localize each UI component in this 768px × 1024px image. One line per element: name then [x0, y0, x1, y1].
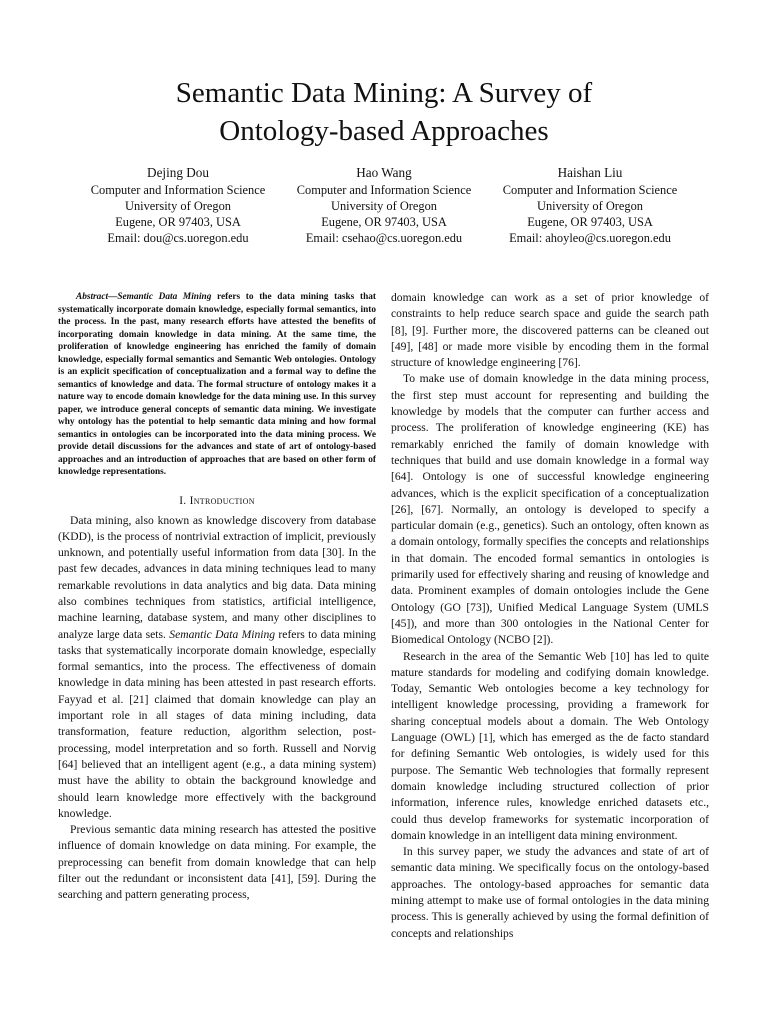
abstract-term: Semantic Data Mining — [117, 292, 212, 302]
author-name: Dejing Dou — [147, 165, 209, 180]
paragraph-text: refers to data mining tasks that systematically incorporate domain knowledge, especially formal semantics, into the process. The effectiveness of domain knowledge in data mining has been attested in past research efforts. Fayyad et al. [21] claimed that domain knowledge can play an important role in all stages of data mining including, data transformation, feature reduction, algorithm selection, post-processing, model interpretation and so forth. Russell and Norvig [64] believed that an intelligent agent (e.g., a data mining system) must have the ability to obtain the background knowledge and should learn knowledge more effectively with the background knowledge. — [58, 627, 376, 820]
abstract — [58, 291, 376, 479]
author-2 — [264, 164, 504, 246]
title-line-1: Semantic Data Mining: A Survey of — [175, 77, 593, 109]
author-department: Computer and Information Science — [296, 183, 472, 197]
paper-title — [0, 74, 768, 150]
author-university: University of Oregon — [331, 199, 437, 213]
author-1 — [58, 164, 298, 246]
intro-paragraph-3: domain knowledge can work as a set of prior knowledge of constraints to help reduce search space and guide the search path [8], [9]. Further more, the discovered patterns can be cleaned out [49], [48] or made more visible by encoding them in the formal structure of knowledge engineering [76]. — [391, 291, 709, 370]
author-department: Computer and Information Science — [90, 183, 266, 197]
abstract-lead: Abstract— — [76, 292, 118, 302]
author-department: Computer and Information Science — [502, 183, 678, 197]
intro-paragraph-1 — [58, 513, 376, 823]
section-heading: I. Introduction — [179, 494, 255, 507]
abstract-text: refers to the data mining tasks that systematically incorporate domain knowledge, especially formal semantics, into the process. In the past, many research efforts have attested the benefits of incorporating domain knowledge in data mining. At the same time, the proliferation of knowledge engineering has enriched the family of domain knowledge, especially formal semantics and Semantic Web ontologies. Ontology is an explicit specification of conceptualization and a formal way to define the semantics of knowledge and data. The formal structure of ontology makes it a nature way to encode domain knowledge for the data mining use. In this survey paper, we introduce general concepts of semantic data mining. We investigate why ontology has the potential to help semantic data mining and how formal semantics in ontologies can be incorporated into the data mining process. We provide detail discussions for the advances and state of art of ontology-based approaches and an introduction of approaches that are based on other form of knowledge representations. — [58, 292, 376, 477]
intro-paragraph-2: Previous semantic data mining research has attested the positive influence of domain knowledge on data mining. For example, the preprocessing can benefit from domain knowledge that can help filter out the redundant or inconsistent data [41], [59]. During the searching and pattern generating process, — [58, 823, 376, 902]
left-column — [58, 291, 376, 904]
author-name: Hao Wang — [356, 165, 412, 180]
author-university: University of Oregon — [125, 199, 231, 213]
author-name: Haishan Liu — [557, 165, 623, 180]
right-column — [391, 290, 709, 942]
author-address: Eugene, OR 97403, USA — [527, 215, 653, 229]
author-email: Email: ahoyleo@cs.uoregon.edu — [509, 231, 671, 245]
author-block — [0, 164, 768, 254]
intro-paragraph-6: In this survey paper, we study the advances and state of art of semantic data mining. We specifically focus on the ontology-based approaches. The ontology-based approaches for semantic data mining attempt to make use of formal ontologies in the data mining process. This is generally achieved by using the formal definition of concepts and relationships — [391, 845, 709, 940]
intro-paragraph-4: To make use of domain knowledge in the data mining process, the first step must account for representing and building the knowledge by models that the computer can further access and process. The proliferation of knowledge engineering (KE) has remarkably enriched the family of domain knowledge with techniques that build and use domain knowledge in a formal way [64]. Ontology is one of successful knowledge engineering advances, which is the explicit specification of a conceptualization [26], [67]. Normally, an ontology is developed to specify a particular domain (e.g., genetics). Such an ontology, often known as a domain ontology, formally specifies the concepts and relationships in that domain. The encoded formal semantics in ontologies is primarily used for effectively sharing and reusing of knowledge and data. Prominent examples of domain ontologies include the Gene Ontology (GO [73]), Unified Medical Language System (UMLS [45]), and more than 300 ontologies in the National Center for Biomedical Ontology (NCBO [2]). — [391, 372, 709, 647]
author-3 — [470, 164, 710, 246]
author-email: Email: csehao@cs.uoregon.edu — [305, 231, 463, 245]
author-address: Eugene, OR 97403, USA — [115, 215, 241, 229]
author-address: Eugene, OR 97403, USA — [321, 215, 447, 229]
intro-paragraph-5: Research in the area of the Semantic Web [10] has led to quite mature standards for modeling and codifying domain knowledge. Today, Semantic Web ontologies become a key technology for intelligent knowledge processing, providing a framework for sharing conceptual models about a domain. The Web Ontology Language (OWL) [1], which has emerged as the de facto standard for defining Semantic Web ontologies, is widely used for this purpose. The Semantic Web technologies that formally represent domain knowledge including structured collection of prior information, inference rules, knowledge enriched datasets etc., could thus develop frameworks for systematic incorporation of domain knowledge in an intelligent data mining environment. — [391, 649, 709, 842]
author-university: University of Oregon — [537, 199, 643, 213]
title-line-2: Ontology-based Approaches — [219, 115, 549, 147]
author-email: Email: dou@cs.uoregon.edu — [107, 231, 249, 245]
paragraph-text: Data mining, also known as knowledge discovery from database (KDD), is the process of nontrivial extraction of implicit, previously unknown, and potentially useful information from data [30]. In the past few decades, advances in data mining techniques lead to many remarkable revolutions in data analytics and big data. Data mining also combines techniques from statistics, artificial intelligence, machine learning, database system, and many other disciplines to analyze large data sets. — [58, 513, 376, 641]
emphasized-term: Semantic Data Mining — [169, 627, 276, 641]
